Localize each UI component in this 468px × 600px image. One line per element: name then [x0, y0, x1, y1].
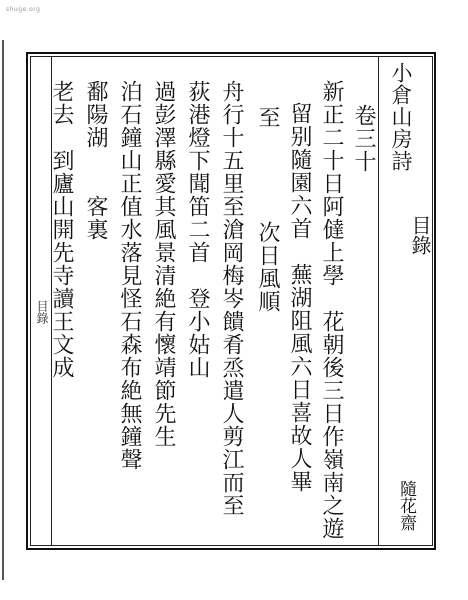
text-column-6: 過彭澤縣愛其風景清絶有懷靖節先生: [151, 80, 176, 448]
volume-heading: 卷三十: [351, 104, 376, 173]
book-subtitle: 目錄: [408, 215, 432, 255]
folio-label: 隨花齋: [396, 480, 416, 531]
text-column-3: 至 次日風順: [255, 106, 280, 313]
text-column-5: 荻港燈下聞笛二首 登小姑山: [185, 80, 210, 379]
text-column-9: 老去 到廬山開先寺讀王文成: [49, 80, 74, 379]
text-column-1: 新正二十日阿㒓上學 花朝後三日作嶺南之遊: [319, 80, 344, 540]
title-divider: [378, 56, 379, 546]
text-column-4: 舟行十五里至滄岡梅岑饋肴烝遣人剪江而至: [219, 80, 244, 517]
text-column-7: 泊石鐘山正值水落見怪石森布絶無鐘聲: [117, 80, 142, 471]
page-spine-edge: [2, 40, 10, 580]
text-column-2: 留别隨園六首 蕪湖阻風六日喜故人畢: [287, 102, 312, 493]
text-column-8: 鄱陽湖 客裏: [83, 80, 108, 241]
fold-label: 目錄: [35, 300, 49, 324]
book-title: 小倉山房詩: [389, 62, 413, 172]
watermark: shuge.org: [6, 6, 41, 13]
